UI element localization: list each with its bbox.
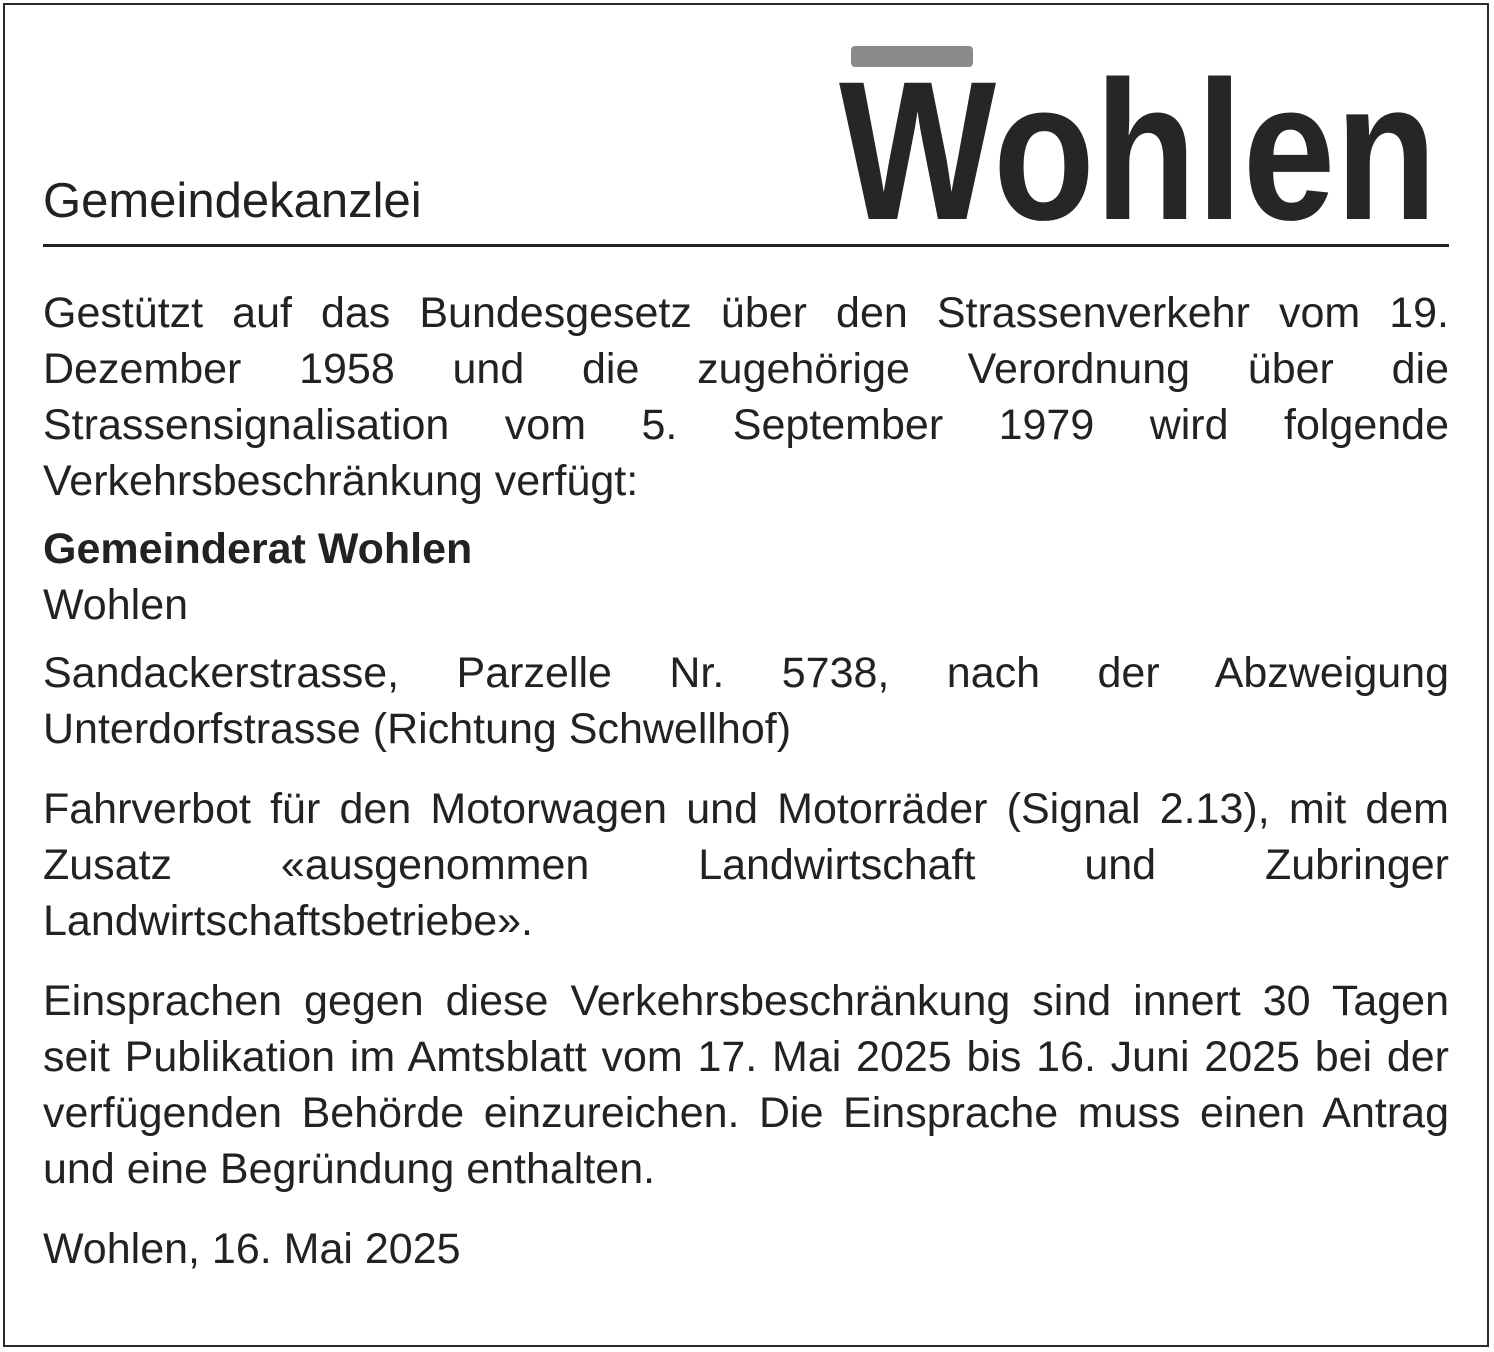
header-divider	[43, 244, 1449, 247]
dateline: Wohlen, 16. Mai 2025	[43, 1225, 461, 1273]
location-paragraph: Sandackerstrasse, Parzelle Nr. 5738, nach der Abzweigung Unterdorfstrasse (Richtung Schwellhof)	[43, 649, 1449, 753]
wohlen-logo	[821, 40, 1451, 261]
place-line: Wohlen	[43, 581, 189, 629]
authority-heading: Gemeinderat Wohlen	[43, 525, 473, 573]
department-title: Gemeindekanzlei	[43, 174, 422, 228]
objection-paragraph: Einsprachen gegen diese Verkehrsbeschränkung sind innert 30 Tagen seit Publikation im Amtsblatt vom 17. Mai 2025 bis 16. Juni 2025 bei der verfügenden Behörde einzureichen. Die Einsprache muss einen Antrag und eine Begründung enthalten.	[43, 977, 1449, 1193]
intro-paragraph: Gestützt auf das Bundesgesetz über den Strassenverkehr vom 19. Dezember 1958 und die zugehörige Verordnung über die Strassensignalisation vom 5. September 1979 wird folgende Verkehrsbeschränkung verfügt:	[43, 289, 1449, 505]
notice-body	[43, 285, 1449, 1277]
notice-frame	[3, 3, 1489, 1347]
notice-header	[43, 5, 1449, 261]
measure-paragraph: Fahrverbot für den Motorwagen und Motorräder (Signal 2.13), mit dem Zusatz «ausgenommen Landwirtschaft und Zubringer Landwirtschaftsbetriebe».	[43, 785, 1449, 945]
svg-text:Wohlen: Wohlen	[839, 40, 1437, 261]
